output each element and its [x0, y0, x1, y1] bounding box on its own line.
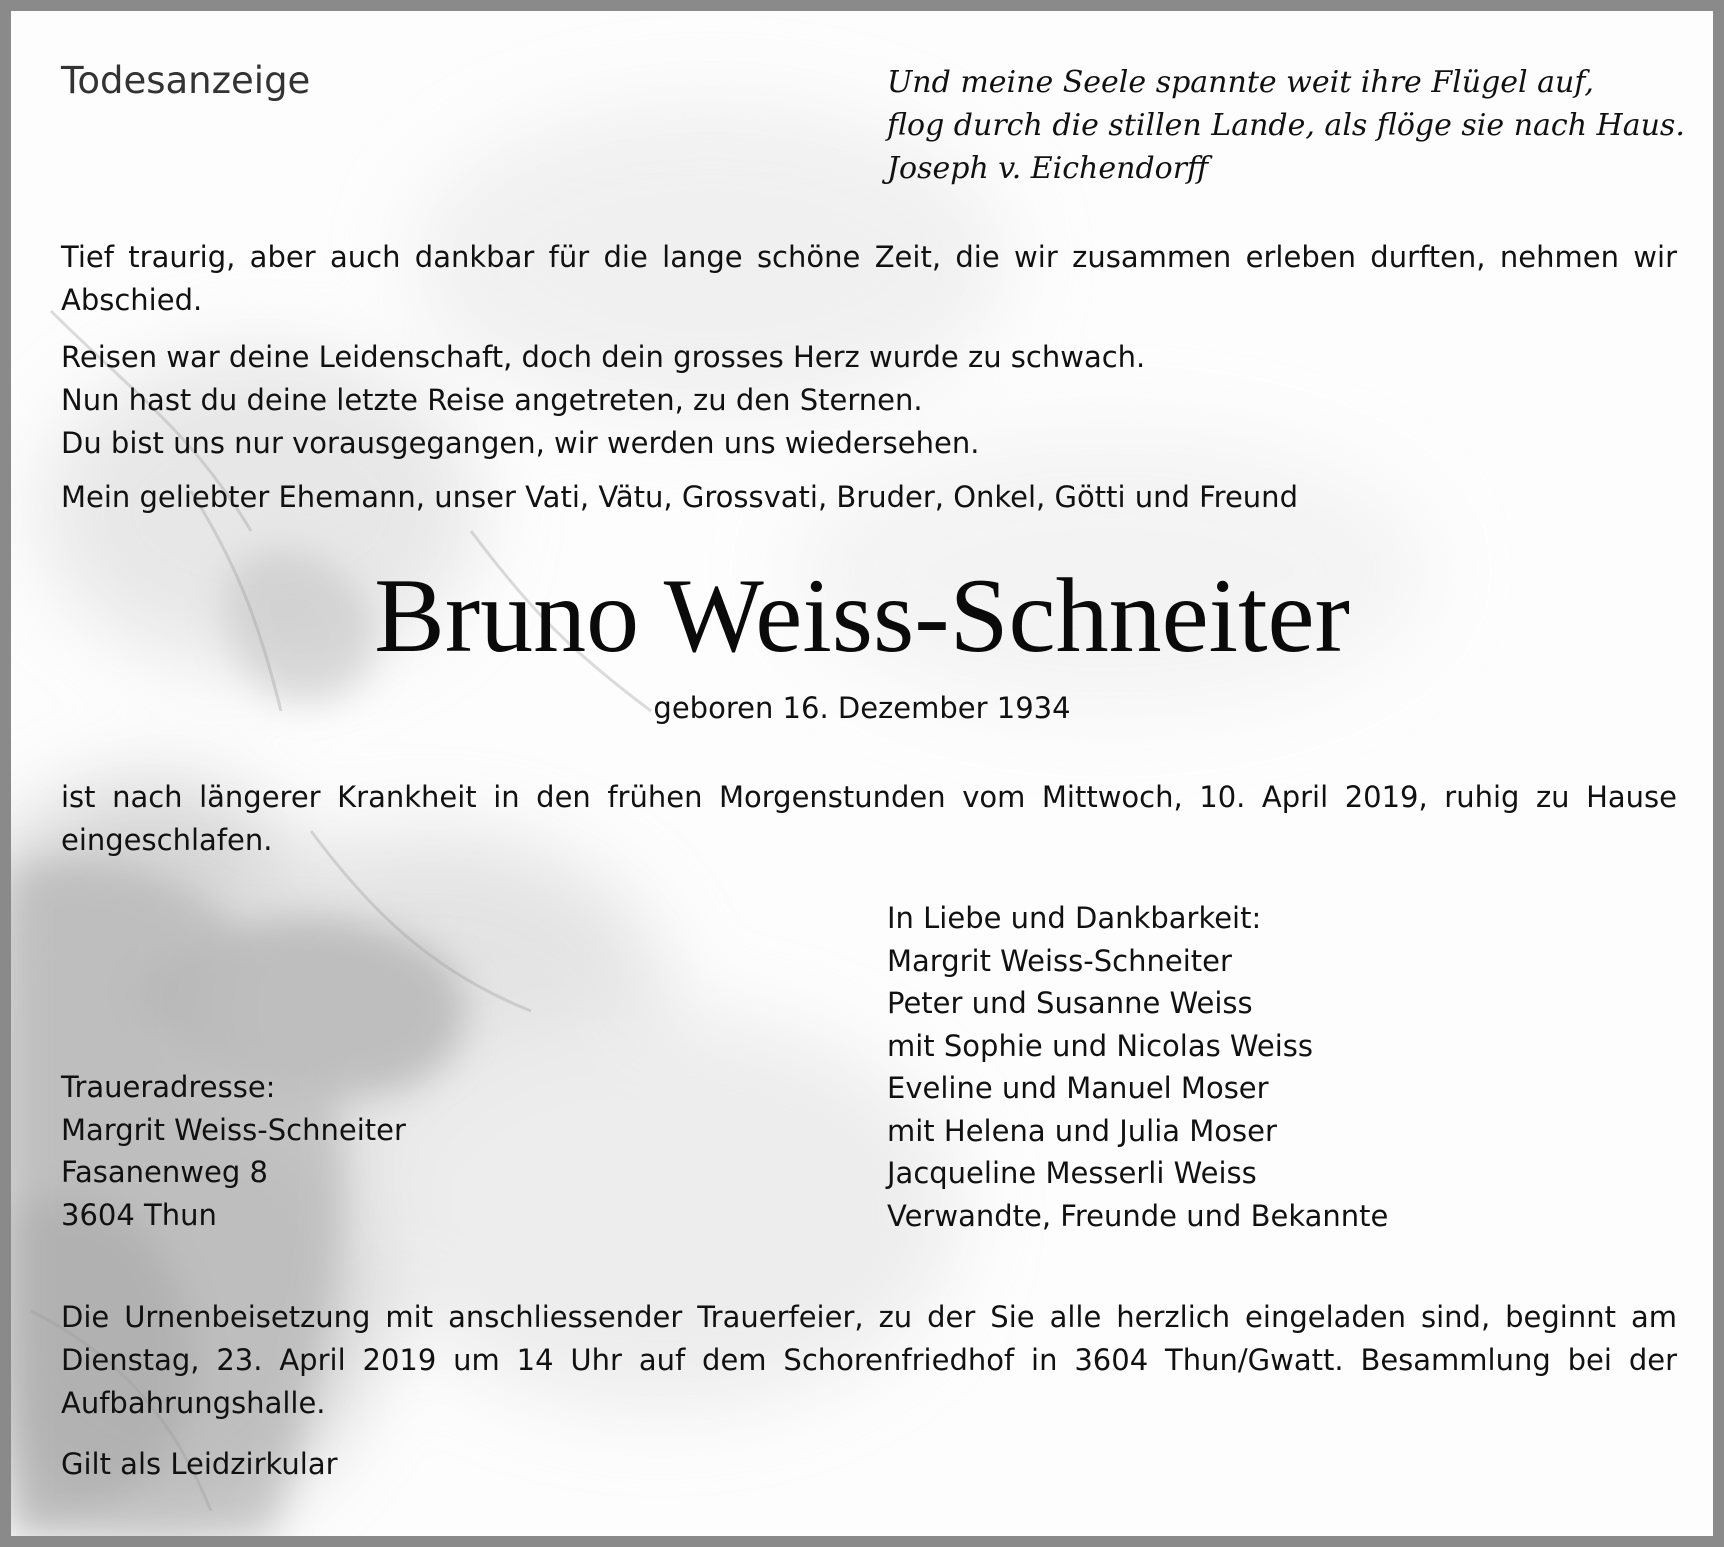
address-line: 3604 Thun — [61, 1197, 217, 1232]
mourner-name: Jacqueline Messerli Weiss — [887, 1156, 1257, 1190]
intro-paragraph: Tief traurig, aber auch dankbar für die lange schöne Zeit, die wir zusammen erleben durften, nehmen wir Abschied. — [61, 240, 1677, 317]
ceremony-paragraph: Die Urnenbeisetzung mit anschliessender Trauerfeier, zu der Sie alle herzlich eingeladen sind, beginnt am Dienstag, 23. April 2019 um 14 Uhr auf dem Schorenfriedhof in 3604 Thun/Gwatt. Besammlung bei der Aufbahrungshalle. — [61, 1300, 1677, 1420]
quote-block — [887, 61, 1685, 190]
mourner-name: mit Sophie und Nicolas Weiss — [887, 1028, 1314, 1063]
mourning-address — [61, 1066, 761, 1236]
relation-line — [61, 476, 1677, 519]
verse-block — [61, 336, 1677, 465]
verse-line: Du bist uns nur vorausgegangen, wir werden uns wiedersehen. — [61, 426, 980, 460]
verse-line: Nun hast du deine letzte Reise angetreten, zu den Sternen. — [61, 383, 923, 417]
mourner-name: Peter und Susanne Weiss — [887, 986, 1253, 1020]
mourner-name: Margrit Weiss-Schneiter — [887, 943, 1232, 978]
mourners-heading: In Liebe und Dankbarkeit: — [887, 901, 1262, 935]
mourner-name: mit Helena und Julia Moser — [887, 1113, 1277, 1148]
notice-content — [11, 11, 1713, 1536]
quote-line: Und meine Seele spannte weit ihre Flügel auf, — [887, 65, 1594, 100]
address-line: Margrit Weiss-Schneiter — [61, 1112, 406, 1147]
mourners-list — [887, 897, 1667, 1237]
death-paragraph: ist nach längerer Krankheit in den frühen Morgenstunden vom Mittwoch, 10. April 2019, ruhig zu Hause eingeschlafen. — [61, 780, 1677, 857]
deceased-name: Bruno Weiss-Schneiter — [374, 557, 1350, 674]
quote-line: flog durch die stillen Lande, als flöge sie nach Haus. — [887, 108, 1685, 143]
birth-date: geboren 16. Dezember 1934 — [653, 691, 1071, 725]
address-heading: Traueradresse: — [61, 1070, 276, 1104]
address-line: Fasanenweg 8 — [61, 1155, 268, 1189]
footer-note: Gilt als Leidzirkular — [61, 1447, 338, 1481]
relation-text: Mein geliebter Ehemann, unser Vati, Vätu, Grossvati, Bruder, Onkel, Götti und Freund — [61, 480, 1298, 514]
verse-line: Reisen war deine Leidenschaft, doch dein grosses Herz wurde zu schwach. — [61, 340, 1146, 374]
quote-author: Joseph v. Eichendorff — [887, 151, 1209, 186]
obituary-notice — [11, 11, 1713, 1536]
mourner-name: Verwandte, Freunde und Bekannte — [887, 1198, 1389, 1233]
notice-label: Todesanzeige — [61, 59, 311, 102]
mourner-name: Eveline und Manuel Moser — [887, 1071, 1269, 1105]
